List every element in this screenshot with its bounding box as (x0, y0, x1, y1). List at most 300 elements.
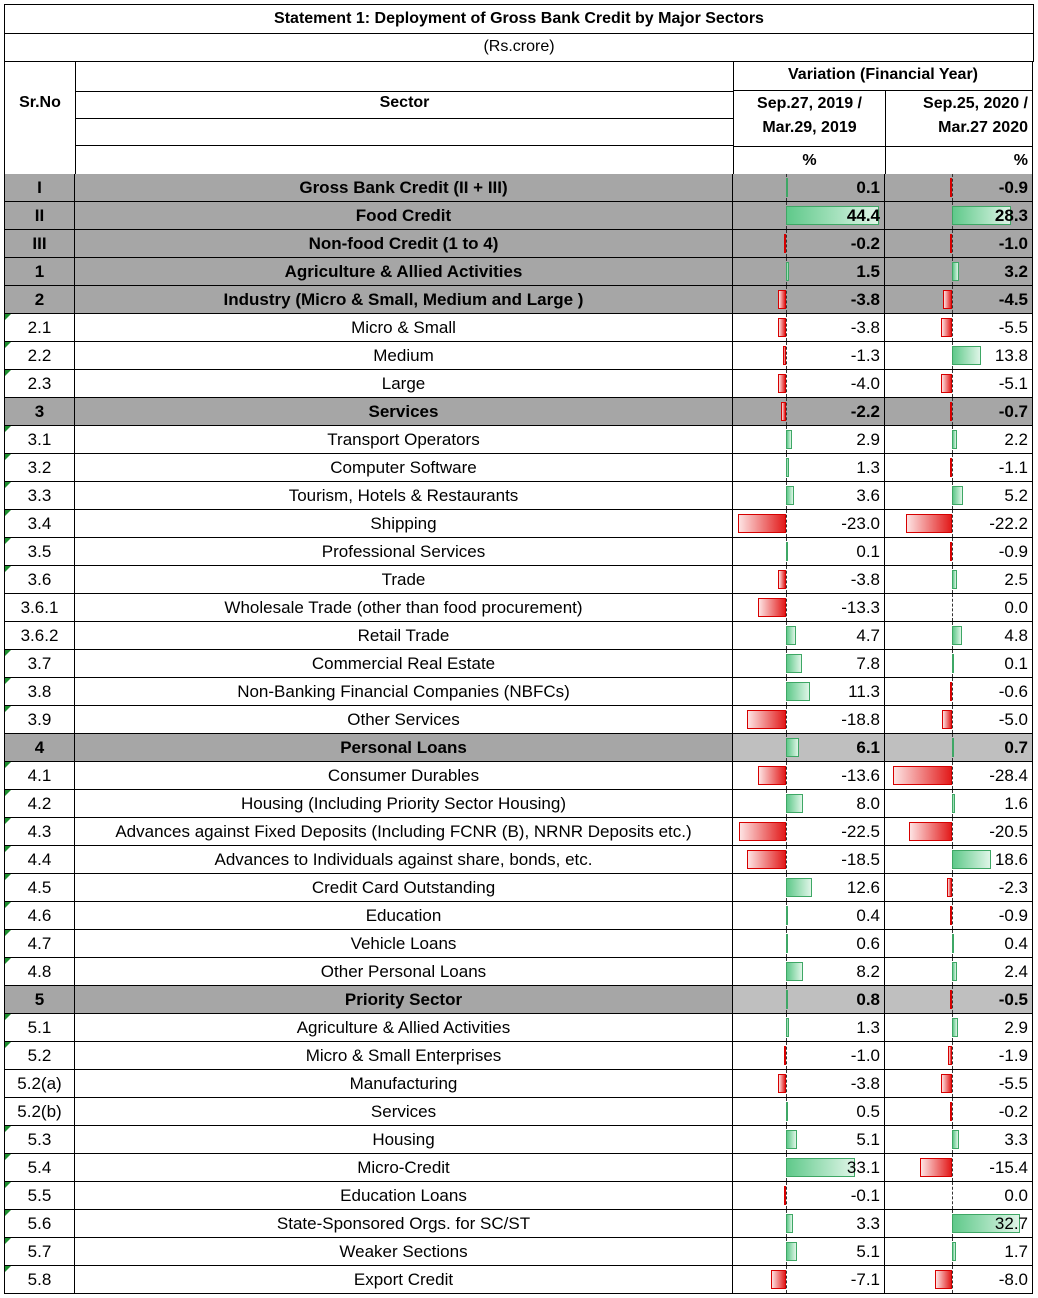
variation-2019-cell (733, 370, 885, 398)
negative-bar (941, 318, 952, 337)
sector-cell: Trade (75, 566, 733, 594)
table-title: Statement 1: Deployment of Gross Bank Credit by Major Sectors (4, 4, 1034, 34)
value-label: -0.5 (998, 990, 1028, 1009)
positive-bar (952, 738, 954, 757)
variation-2019-cell (733, 678, 885, 706)
positive-bar (952, 934, 954, 953)
value-label: 28.3 (994, 206, 1028, 225)
value-label: -18.5 (841, 850, 880, 869)
sr-no-cell: 4.1 (4, 762, 75, 790)
variation-2019-cell (733, 1266, 885, 1294)
table-row (4, 1238, 1033, 1266)
negative-bar (747, 710, 786, 729)
bar-axis (786, 1182, 787, 1209)
negative-bar (758, 766, 786, 785)
sector-cell: Advances against Fixed Deposits (Including FCNR (B), NRNR Deposits etc.) (75, 818, 733, 846)
table-row (4, 1070, 1033, 1098)
value-label: 0.5 (856, 1102, 880, 1121)
bar-axis (952, 762, 953, 789)
bar-axis (952, 1154, 953, 1181)
value-label: 0.6 (856, 934, 880, 953)
negative-bar (747, 850, 786, 869)
negative-bar (778, 318, 786, 337)
sector-cell: Consumer Durables (75, 762, 733, 790)
positive-bar (952, 794, 955, 813)
positive-bar (786, 178, 788, 197)
table-row (4, 734, 1033, 762)
variation-2019-cell (733, 510, 885, 538)
period1-line1: Sep.27, 2019 / (757, 95, 862, 112)
sector-cell: Professional Services (75, 538, 733, 566)
sr-no-cell: 3.1 (4, 426, 75, 454)
variation-2020-cell (885, 1014, 1033, 1042)
value-label: 0.0 (1004, 598, 1028, 617)
bar-axis (786, 370, 787, 397)
sector-cell: Tourism, Hotels & Restaurants (75, 482, 733, 510)
value-label: -1.1 (998, 458, 1028, 477)
table-row (4, 342, 1033, 370)
variation-2020-cell (885, 930, 1033, 958)
variation-2020-cell (885, 790, 1033, 818)
variation-2020-cell (885, 566, 1033, 594)
sector-cell: Micro & Small Enterprises (75, 1042, 733, 1070)
sector-cell: Advances to Individuals against share, bonds, etc. (75, 846, 733, 874)
positive-bar (952, 486, 963, 505)
value-label: -0.6 (998, 682, 1028, 701)
value-label: 44.4 (846, 206, 880, 225)
value-label: 3.3 (856, 1214, 880, 1233)
bar-axis (786, 706, 787, 733)
sr-no-cell: 3.2 (4, 454, 75, 482)
value-label: -28.4 (989, 766, 1028, 785)
positive-bar (786, 1214, 793, 1233)
variation-2019-cell (733, 426, 885, 454)
sr-no-cell: 3.6.2 (4, 622, 75, 650)
variation-2019-cell (733, 398, 885, 426)
variation-2019-cell (733, 202, 885, 230)
variation-2020-cell (885, 902, 1033, 930)
sr-no-cell: 2.3 (4, 370, 75, 398)
variation-2020-cell (885, 1042, 1033, 1070)
positive-bar (786, 878, 812, 897)
table-row (4, 902, 1033, 930)
negative-bar (950, 458, 952, 477)
bar-axis (786, 342, 787, 369)
positive-bar (786, 990, 788, 1009)
variation-2019-cell (733, 1182, 885, 1210)
negative-bar (950, 682, 952, 701)
value-label: -13.6 (841, 766, 880, 785)
sector-cell: Micro & Small (75, 314, 733, 342)
value-label: -2.2 (850, 402, 880, 421)
sr-no-cell: 5 (4, 986, 75, 1014)
value-label: -8.0 (998, 1270, 1028, 1289)
value-label: 11.3 (848, 682, 880, 701)
value-label: -0.9 (998, 542, 1028, 561)
variation-2019-cell (733, 230, 885, 258)
positive-bar (786, 1102, 788, 1121)
table-row (4, 286, 1033, 314)
period1-line2: Mar.29, 2019 (762, 119, 857, 136)
negative-bar (941, 1074, 952, 1093)
sr-no-cell: 2.1 (4, 314, 75, 342)
value-label: -0.2 (850, 234, 880, 253)
bar-axis (786, 566, 787, 593)
bar-axis (786, 314, 787, 341)
table-row (4, 622, 1033, 650)
bar-axis (786, 398, 787, 425)
table-row (4, 818, 1033, 846)
variation-2020-cell (885, 286, 1033, 314)
variation-2020-cell (885, 874, 1033, 902)
variation-2019-cell (733, 454, 885, 482)
unit-label: (Rs.crore) (4, 33, 1034, 62)
value-label: 0.4 (1004, 934, 1028, 953)
value-label: -3.8 (850, 318, 880, 337)
sr-no-cell: 5.2(a) (4, 1070, 75, 1098)
sr-no-cell: II (4, 202, 75, 230)
sector-cell: Export Credit (75, 1266, 733, 1294)
table-row (4, 454, 1033, 482)
bar-axis (952, 370, 953, 397)
sector-cell: Computer Software (75, 454, 733, 482)
variation-2019-cell (733, 622, 885, 650)
value-label: 3.2 (1004, 262, 1028, 281)
table-row (4, 986, 1033, 1014)
sr-no-cell: 4.7 (4, 930, 75, 958)
value-label: -0.1 (850, 1186, 880, 1205)
sector-cell: Food Credit (75, 202, 733, 230)
bar-axis (952, 1182, 953, 1209)
value-label: -5.0 (998, 710, 1028, 729)
negative-bar (783, 346, 786, 365)
variation-2020-cell (885, 482, 1033, 510)
positive-bar (786, 1130, 797, 1149)
value-label: -7.1 (850, 1270, 880, 1289)
table-row (4, 398, 1033, 426)
sr-no-cell: 3.6.1 (4, 594, 75, 622)
period1-pct: % (802, 152, 817, 169)
positive-bar (786, 486, 794, 505)
variation-2020-cell (885, 650, 1033, 678)
bar-axis (786, 846, 787, 873)
variation-2020-cell (885, 1210, 1033, 1238)
positive-bar (952, 346, 981, 365)
period1-header (733, 90, 886, 175)
bar-axis (952, 398, 953, 425)
bar-axis (952, 902, 953, 929)
variation-2019-cell (733, 706, 885, 734)
value-label: 0.0 (1004, 1186, 1028, 1205)
negative-bar (950, 402, 952, 421)
variation-2020-cell (885, 258, 1033, 286)
bar-axis (952, 1070, 953, 1097)
value-label: -0.9 (998, 906, 1028, 925)
table-row (4, 958, 1033, 986)
negative-bar (778, 374, 786, 393)
negative-bar (778, 1074, 786, 1093)
positive-bar (786, 626, 796, 645)
negative-bar (906, 514, 952, 533)
variation-2020-cell (885, 1154, 1033, 1182)
table-row (4, 874, 1033, 902)
sector-cell: Personal Loans (75, 734, 733, 762)
bar-axis (952, 678, 953, 705)
sector-cell: Wholesale Trade (other than food procurement) (75, 594, 733, 622)
value-label: 18.6 (994, 850, 1028, 869)
sector-cell: Education (75, 902, 733, 930)
sector-header-label: Sector (379, 94, 430, 111)
positive-bar (786, 794, 803, 813)
table-row (4, 370, 1033, 398)
sector-cell: Priority Sector (75, 986, 733, 1014)
table-row (4, 258, 1033, 286)
positive-bar (786, 654, 802, 673)
sector-cell: Education Loans (75, 1182, 733, 1210)
value-label: -1.0 (850, 1046, 880, 1065)
sr-no-cell: 3 (4, 398, 75, 426)
value-label: 2.2 (1004, 430, 1028, 449)
value-label: 5.1 (856, 1242, 880, 1261)
table-row (4, 1014, 1033, 1042)
sr-no-cell: 5.4 (4, 1154, 75, 1182)
variation-2020-cell (885, 678, 1033, 706)
sector-cell: Manufacturing (75, 1070, 733, 1098)
variation-2020-cell (885, 342, 1033, 370)
bar-axis (952, 1266, 953, 1293)
value-label: -2.3 (998, 878, 1028, 897)
value-label: -23.0 (841, 514, 880, 533)
positive-bar (952, 962, 957, 981)
variation-2020-cell (885, 454, 1033, 482)
sr-no-cell: 4.2 (4, 790, 75, 818)
variation-2019-cell (733, 314, 885, 342)
negative-bar (920, 1158, 952, 1177)
table-row (4, 650, 1033, 678)
sector-cell: Non-Banking Financial Companies (NBFCs) (75, 678, 733, 706)
sr-no-cell: 4.8 (4, 958, 75, 986)
variation-2020-cell (885, 706, 1033, 734)
variation-2020-cell (885, 986, 1033, 1014)
bar-axis (952, 314, 953, 341)
bar-axis (786, 818, 787, 845)
variation-2020-cell (885, 734, 1033, 762)
negative-bar (950, 990, 952, 1009)
variation-2019-cell (733, 1098, 885, 1126)
value-label: -0.9 (998, 178, 1028, 197)
sr-no-cell: 2.2 (4, 342, 75, 370)
value-label: -13.3 (841, 598, 880, 617)
sector-cell: Credit Card Outstanding (75, 874, 733, 902)
value-label: 12.6 (846, 878, 880, 897)
table-row (4, 930, 1033, 958)
value-label: 1.6 (1004, 794, 1028, 813)
value-label: 0.1 (1004, 654, 1028, 673)
value-label: -4.5 (998, 290, 1028, 309)
negative-bar (950, 178, 952, 197)
bar-axis (786, 510, 787, 537)
positive-bar (786, 934, 788, 953)
variation-2019-cell (733, 538, 885, 566)
variation-2019-cell (733, 874, 885, 902)
bar-axis (952, 538, 953, 565)
sector-cell: Agriculture & Allied Activities (75, 258, 733, 286)
variation-2019-cell (733, 1154, 885, 1182)
value-label: 7.8 (856, 654, 880, 673)
sr-no-cell: 5.2 (4, 1042, 75, 1070)
positive-bar (786, 430, 792, 449)
sector-cell: Housing (75, 1126, 733, 1154)
period2-header (885, 90, 1033, 175)
positive-bar (786, 1158, 855, 1177)
table-row (4, 174, 1033, 202)
variation-2019-cell (733, 902, 885, 930)
value-label: 0.8 (856, 990, 880, 1009)
value-label: -15.4 (989, 1158, 1028, 1177)
bar-axis (952, 706, 953, 733)
sector-cell: Services (75, 398, 733, 426)
value-label: 3.3 (1004, 1130, 1028, 1149)
bar-axis (952, 510, 953, 537)
value-label: -20.5 (989, 822, 1028, 841)
sector-cell: Other Personal Loans (75, 958, 733, 986)
negative-bar (781, 402, 786, 421)
variation-2019-cell (733, 342, 885, 370)
value-label: 2.5 (1004, 570, 1028, 589)
sr-no-cell: 5.6 (4, 1210, 75, 1238)
variation-2020-cell (885, 1266, 1033, 1294)
bar-axis (786, 1070, 787, 1097)
variation-2020-cell (885, 510, 1033, 538)
variation-2020-cell (885, 818, 1033, 846)
value-label: -5.5 (998, 1074, 1028, 1093)
variation-2019-cell (733, 566, 885, 594)
variation-2020-cell (885, 230, 1033, 258)
variation-2019-cell (733, 174, 885, 202)
negative-bar (935, 1270, 952, 1289)
sector-cell: Industry (Micro & Small, Medium and Large ) (75, 286, 733, 314)
sr-no-cell: 2 (4, 286, 75, 314)
sr-no-cell: 3.3 (4, 482, 75, 510)
value-label: 0.1 (856, 178, 880, 197)
negative-bar (950, 906, 952, 925)
variation-2020-cell (885, 594, 1033, 622)
value-label: 5.1 (856, 1130, 880, 1149)
value-label: -1.3 (850, 346, 880, 365)
positive-bar (786, 1242, 797, 1261)
positive-bar (786, 1018, 789, 1037)
negative-bar (941, 374, 952, 393)
bar-axis (952, 1098, 953, 1125)
bar-axis (786, 762, 787, 789)
variation-header: Variation (Financial Year) (733, 61, 1033, 91)
negative-bar (942, 710, 952, 729)
value-label: -3.8 (850, 290, 880, 309)
sector-cell: Retail Trade (75, 622, 733, 650)
sr-no-cell: 5.8 (4, 1266, 75, 1294)
variation-2019-cell (733, 930, 885, 958)
sr-no-cell: III (4, 230, 75, 258)
positive-bar (952, 570, 957, 589)
variation-2020-cell (885, 398, 1033, 426)
sr-no-cell: 4.6 (4, 902, 75, 930)
positive-bar (786, 682, 810, 701)
value-label: 2.4 (1004, 962, 1028, 981)
variation-2019-cell (733, 286, 885, 314)
negative-bar (950, 234, 952, 253)
sr-no-cell: 3.6 (4, 566, 75, 594)
sector-cell: Transport Operators (75, 426, 733, 454)
value-label: -1.9 (998, 1046, 1028, 1065)
variation-2019-cell (733, 1014, 885, 1042)
variation-2019-cell (733, 790, 885, 818)
period2-line2: Mar.27 2020 (938, 119, 1028, 136)
variation-2020-cell (885, 1070, 1033, 1098)
negative-bar (778, 290, 786, 309)
value-label: -0.2 (998, 1102, 1028, 1121)
bar-axis (786, 1266, 787, 1293)
negative-bar (950, 542, 952, 561)
sr-no-cell: 3.4 (4, 510, 75, 538)
value-label: -22.2 (989, 514, 1028, 533)
table-row (4, 1098, 1033, 1126)
positive-bar (952, 654, 954, 673)
table-row (4, 510, 1033, 538)
value-label: -18.8 (841, 710, 880, 729)
negative-bar (909, 822, 952, 841)
variation-2020-cell (885, 426, 1033, 454)
table-row (4, 1154, 1033, 1182)
sr-no-cell: 4.5 (4, 874, 75, 902)
negative-bar (893, 766, 952, 785)
bar-axis (786, 594, 787, 621)
table-row (4, 678, 1033, 706)
positive-bar (786, 906, 788, 925)
sector-cell: Shipping (75, 510, 733, 538)
value-label: -4.0 (850, 374, 880, 393)
positive-bar (952, 626, 962, 645)
negative-bar (948, 1046, 952, 1065)
table-row (4, 426, 1033, 454)
sr-no-cell: 1 (4, 258, 75, 286)
sr-no-cell: 5.3 (4, 1126, 75, 1154)
negative-bar (778, 570, 786, 589)
table-row (4, 762, 1033, 790)
sr-no-cell: 4.4 (4, 846, 75, 874)
value-label: 0.7 (1004, 738, 1028, 757)
table-row (4, 314, 1033, 342)
variation-2019-cell (733, 1070, 885, 1098)
value-label: 5.2 (1004, 486, 1028, 505)
table-row (4, 566, 1033, 594)
value-label: -0.7 (998, 402, 1028, 421)
value-label: 32.7 (994, 1214, 1028, 1233)
negative-bar (784, 1046, 786, 1065)
table-row (4, 790, 1033, 818)
bar-axis (952, 818, 953, 845)
table-row (4, 846, 1033, 874)
bar-axis (952, 986, 953, 1013)
negative-bar (943, 290, 952, 309)
value-label: 8.2 (856, 962, 880, 981)
bar-axis (952, 454, 953, 481)
variation-2020-cell (885, 762, 1033, 790)
value-label: -5.5 (998, 318, 1028, 337)
positive-bar (786, 262, 789, 281)
value-label: -5.1 (998, 374, 1028, 393)
variation-2019-cell (733, 1042, 885, 1070)
sr-no-cell: 5.1 (4, 1014, 75, 1042)
